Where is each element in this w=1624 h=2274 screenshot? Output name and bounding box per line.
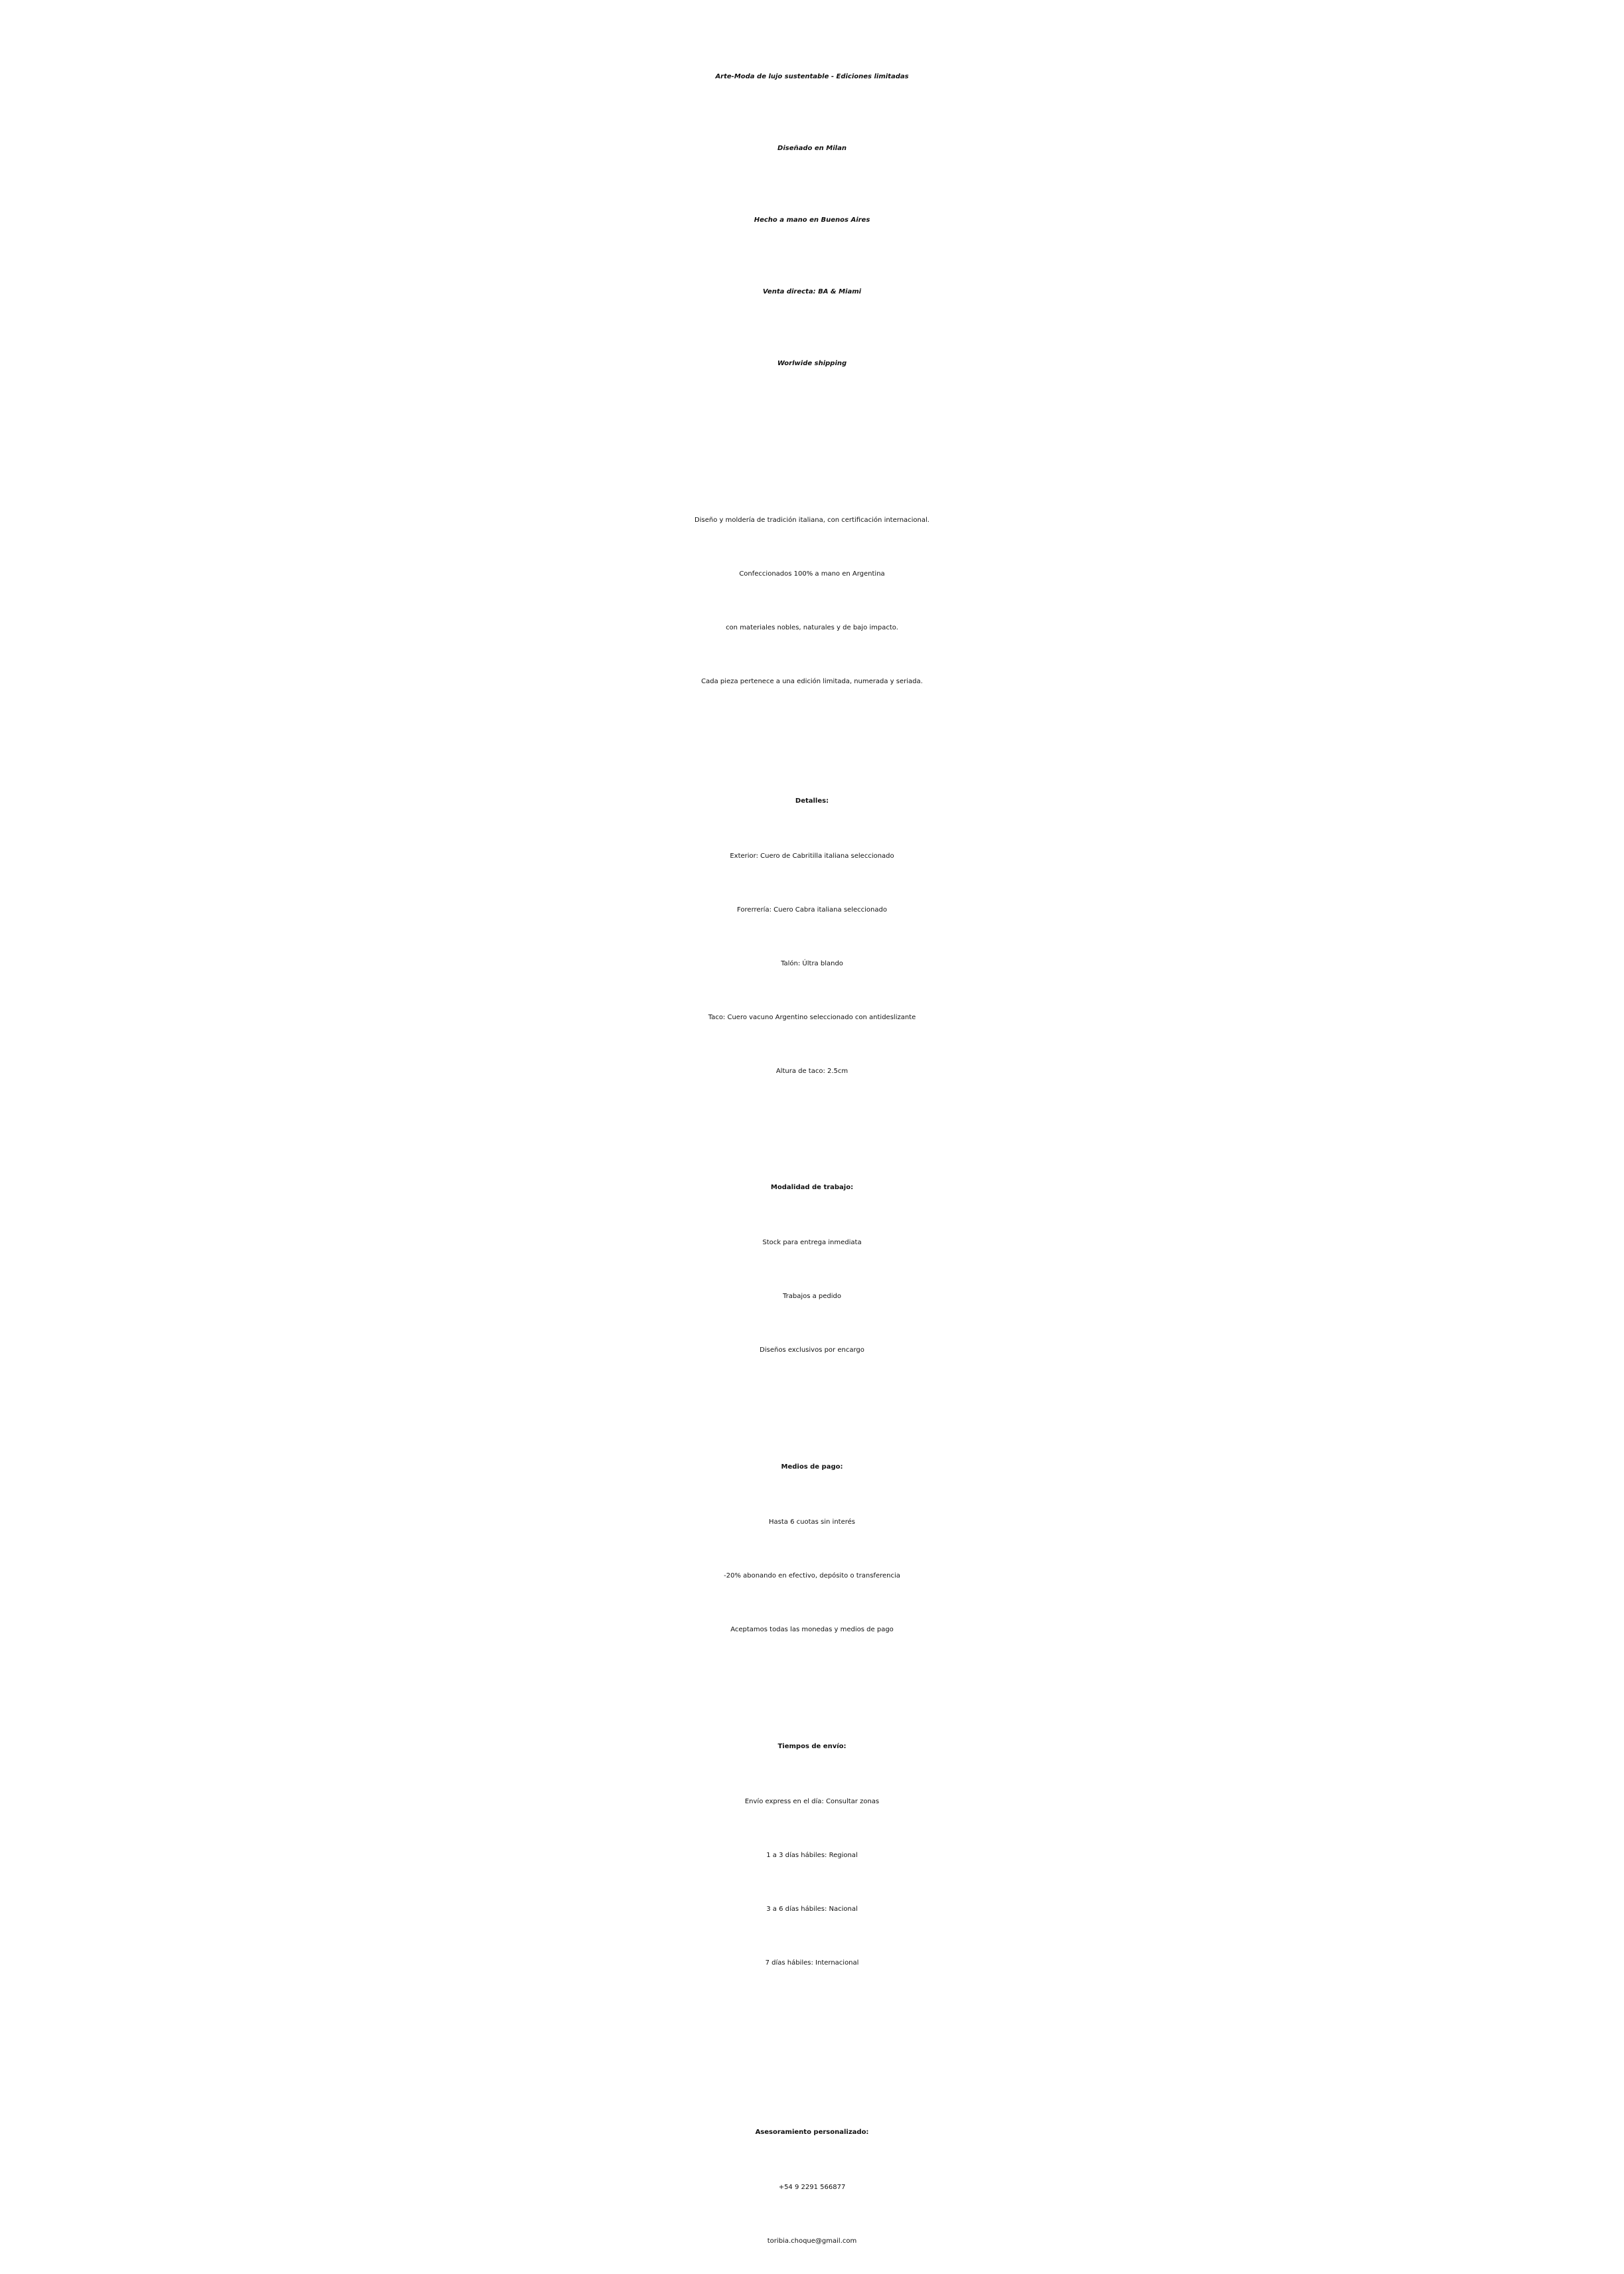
header-handmade-in: Hecho a mano en Buenos Aires [754, 216, 870, 224]
shipping-line: 1 a 3 días hábiles: Regional [766, 1852, 858, 1859]
details-line: Exterior: Cuero de Cabritilla italiana seleccionado [730, 853, 894, 860]
payment-section [0, 1439, 1624, 1657]
shipping-section [0, 1719, 1624, 1990]
shipping-line: 7 días hábiles: Internacional [765, 1959, 859, 1967]
work-mode-line: Trabajos a pedido [782, 1293, 842, 1300]
intro-line: Cada pieza pertenece a una edición limitada, numerada y seriada. [701, 678, 923, 685]
intro-line: con materiales nobles, naturales y de bajo impacto. [726, 624, 898, 631]
contact-email: toribia.choque@gmail.com [767, 2237, 857, 2245]
header-direct-sales: Venta directa: BA & Miami [762, 288, 862, 295]
intro-line: Confeccionados 100% a mano en Argentina [739, 570, 885, 578]
details-heading: Detalles: [795, 797, 829, 805]
shipping-line: 3 a 6 días hábiles: Nacional [766, 1906, 858, 1913]
shipping-line: Envío express en el día: Consultar zonas [744, 1798, 880, 1805]
header-designed-in: Diseñado en Milan [777, 145, 847, 152]
payment-line: Aceptamos todas las monedas y medios de pago [730, 1626, 894, 1633]
work-mode-line: Diseños exclusivos por encargo [760, 1346, 864, 1354]
work-mode-heading: Modalidad de trabajo: [770, 1184, 854, 1191]
advice-heading: Asesoramiento personalizado: [755, 2129, 869, 2136]
details-line: Forerrería: Cuero Cabra italiana seleccionado [737, 906, 887, 914]
details-line: Altura de taco: 2.5cm [775, 1068, 849, 1075]
header-block [0, 41, 1624, 400]
shipping-heading: Tiempos de envío: [777, 1743, 847, 1750]
header-shipping: Worlwide shipping [777, 360, 847, 367]
header-tagline: Arte-Moda de lujo sustentable - Ediciones limitadas [715, 73, 909, 80]
work-mode-line: Stock para entrega inmediata [762, 1239, 862, 1246]
intro-line: Diseño y moldería de tradición italiana, con certificación internacional. [694, 517, 930, 524]
payment-line: -20% abonando en efectivo, depósito o transferencia [724, 1572, 900, 1580]
contact-phone: +54 9 2291 566877 [778, 2184, 846, 2191]
details-line: Taco: Cuero vacuno Argentino seleccionado con antideslizante [708, 1014, 916, 1021]
advice-section [0, 2105, 1624, 2268]
payment-heading: Medios de pago: [781, 1463, 843, 1471]
payment-line: Hasta 6 cuotas sin interés [769, 1518, 855, 1526]
intro-block [0, 493, 1624, 708]
details-line: Talón: Últra blando [781, 960, 843, 967]
work-mode-section [0, 1160, 1624, 1377]
details-section [0, 773, 1624, 1098]
